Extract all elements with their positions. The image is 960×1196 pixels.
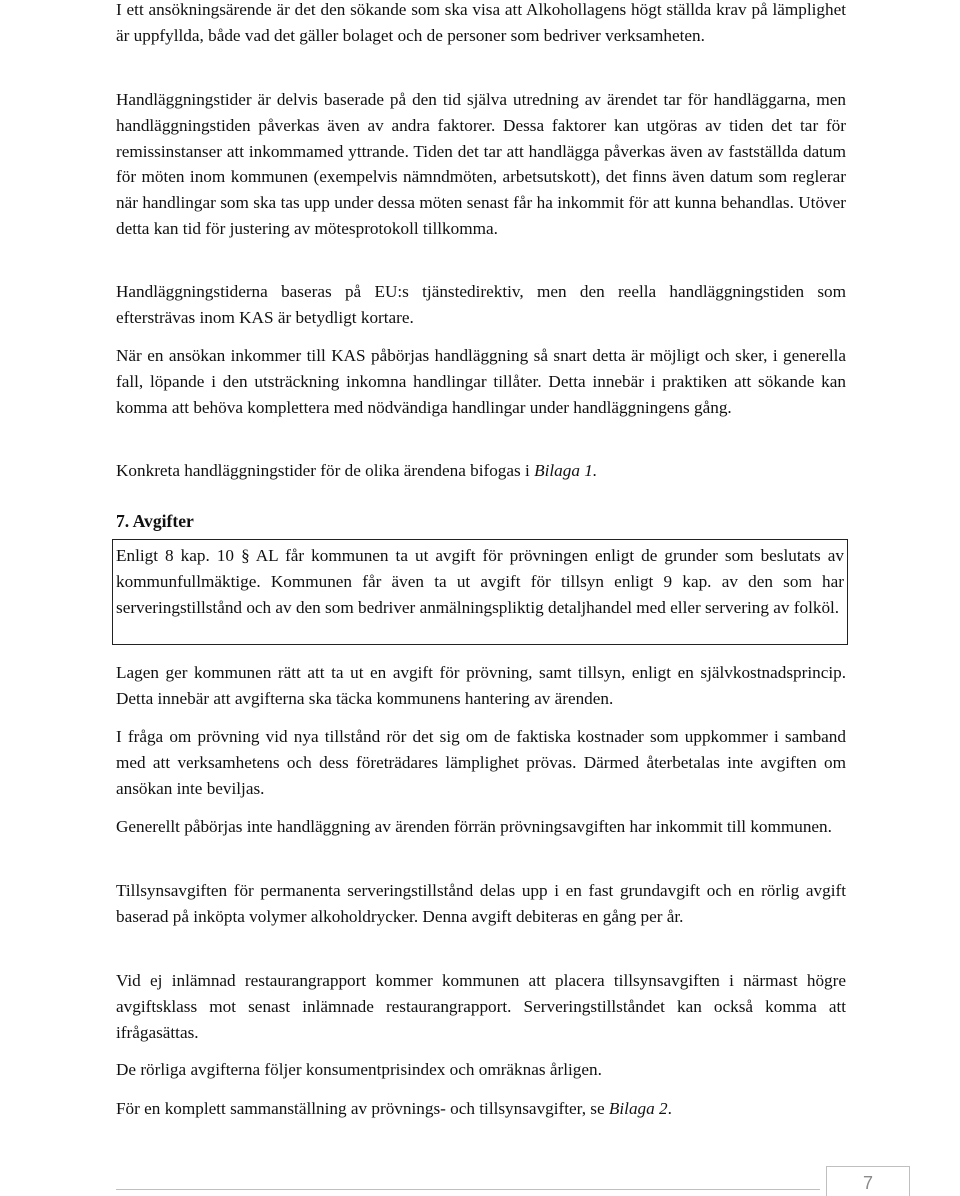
appendix-2-text: För en komplett sammanställning av prövnings- och tillsynsavgifter, se — [116, 1099, 609, 1118]
paragraph-processing-times: Handläggningstider är delvis baserade på den tid själva utredning av ärendet tar för handläggarna, men handläggningstiden påverkas även av andra faktorer. Dessa faktorer kan utgöras av tiden det tar för remissinstanser att inkommamed yttrande. Tiden det tar att handlägga påverkas även av fastställda datum för möten inom kommunen (exempelvis nämndmöten, arbetsutskott), det finns även datum som reglerar när handlingar som ska tas upp under dessa möten senast får ha inkommit för att kunna behandlas. Utöver detta kan tid för justering av mötesprotokoll tillkomma. — [116, 90, 846, 238]
appendix-1-link: Bilaga 1. — [534, 461, 598, 480]
appendix-2-end: . — [667, 1099, 672, 1118]
paragraph-index-adjustment: De rörliga avgifterna följer konsumentprisindex och omräknas årligen. — [116, 1060, 602, 1079]
paragraph-eu-directive: Handläggningstiderna baseras på EU:s tjänstedirektiv, men den reella handläggningstiden som eftersträvas inom KAS är betydligt kortare. — [116, 282, 846, 327]
paragraph-appendix-2-reference — [116, 1096, 846, 1122]
paragraph-processing-start: Generellt påbörjas inte handläggning av ärenden förrän prövningsavgiften har inkommit till kommunen. — [116, 817, 832, 836]
appendix-1-text: Konkreta handläggningstider för de olika ärendena bifogas i — [116, 461, 535, 480]
paragraph-appendix-1-reference — [116, 458, 846, 484]
section-heading-fees: 7. Avgifter — [116, 511, 194, 531]
paragraph-application-handling: När en ansökan inkommer till KAS påbörjas handläggning så snart detta är möjligt och sker, i generella fall, löpande i den utsträckning inkomna handlingar tillåter. Detta innebär i praktiken att sökande kan komma att behöva komplettera med nödvändiga handlingar under handläggningens gång. — [116, 346, 846, 417]
paragraph-applicant-requirements: I ett ansökningsärende är det den sökande som ska visa att Alkohollagens högt ställda krav på lämplighet är uppfyllda, både vad det gäller bolaget och de personer som bedriver verksamheten. — [116, 0, 846, 45]
legal-reference-text: Enligt 8 kap. 10 § AL får kommunen ta ut avgift för prövningen enligt de grunder som beslutats av kommunfullmäktige. Kommunen får även ta ut avgift för tillsyn enligt 9 kap. av den som har serveringstillstånd och av den som bedriver anmälningspliktig detaljhandel med eller servering av folköl. — [116, 546, 844, 617]
paragraph-supervision-fee: Tillsynsavgiften för permanenta serveringstillstånd delas upp i en fast grundavgift och en rörlig avgift baserad på inköpta volymer alkoholdrycker. Denna avgift debiteras en gång per år. — [116, 881, 846, 926]
paragraph-new-permits: I fråga om prövning vid nya tillstånd rör det sig om de faktiska kostnader som uppkommer i samband med att verksamhetens och dess företrädares lämplighet prövas. Därmed återbetalas inte avgiften om ansökan inte beviljas. — [116, 727, 846, 798]
paragraph-cost-principle: Lagen ger kommunen rätt att ta ut en avgift för prövning, samt tillsyn, enligt en självkostnadsprincip. Detta innebär att avgifterna ska täcka kommunens hantering av ärenden. — [116, 663, 846, 708]
appendix-2-link: Bilaga 2 — [608, 1099, 668, 1118]
page-number: 7 — [826, 1166, 910, 1196]
footer-rule — [116, 1189, 820, 1190]
legal-reference-box — [112, 539, 848, 645]
paragraph-restaurant-report: Vid ej inlämnad restaurangrapport kommer kommunen att placera tillsynsavgiften i närmast högre avgiftsklass mot senast inlämnade restaurangrapport. Serveringstillståndet kan också komma att ifrågasättas. — [116, 971, 846, 1042]
